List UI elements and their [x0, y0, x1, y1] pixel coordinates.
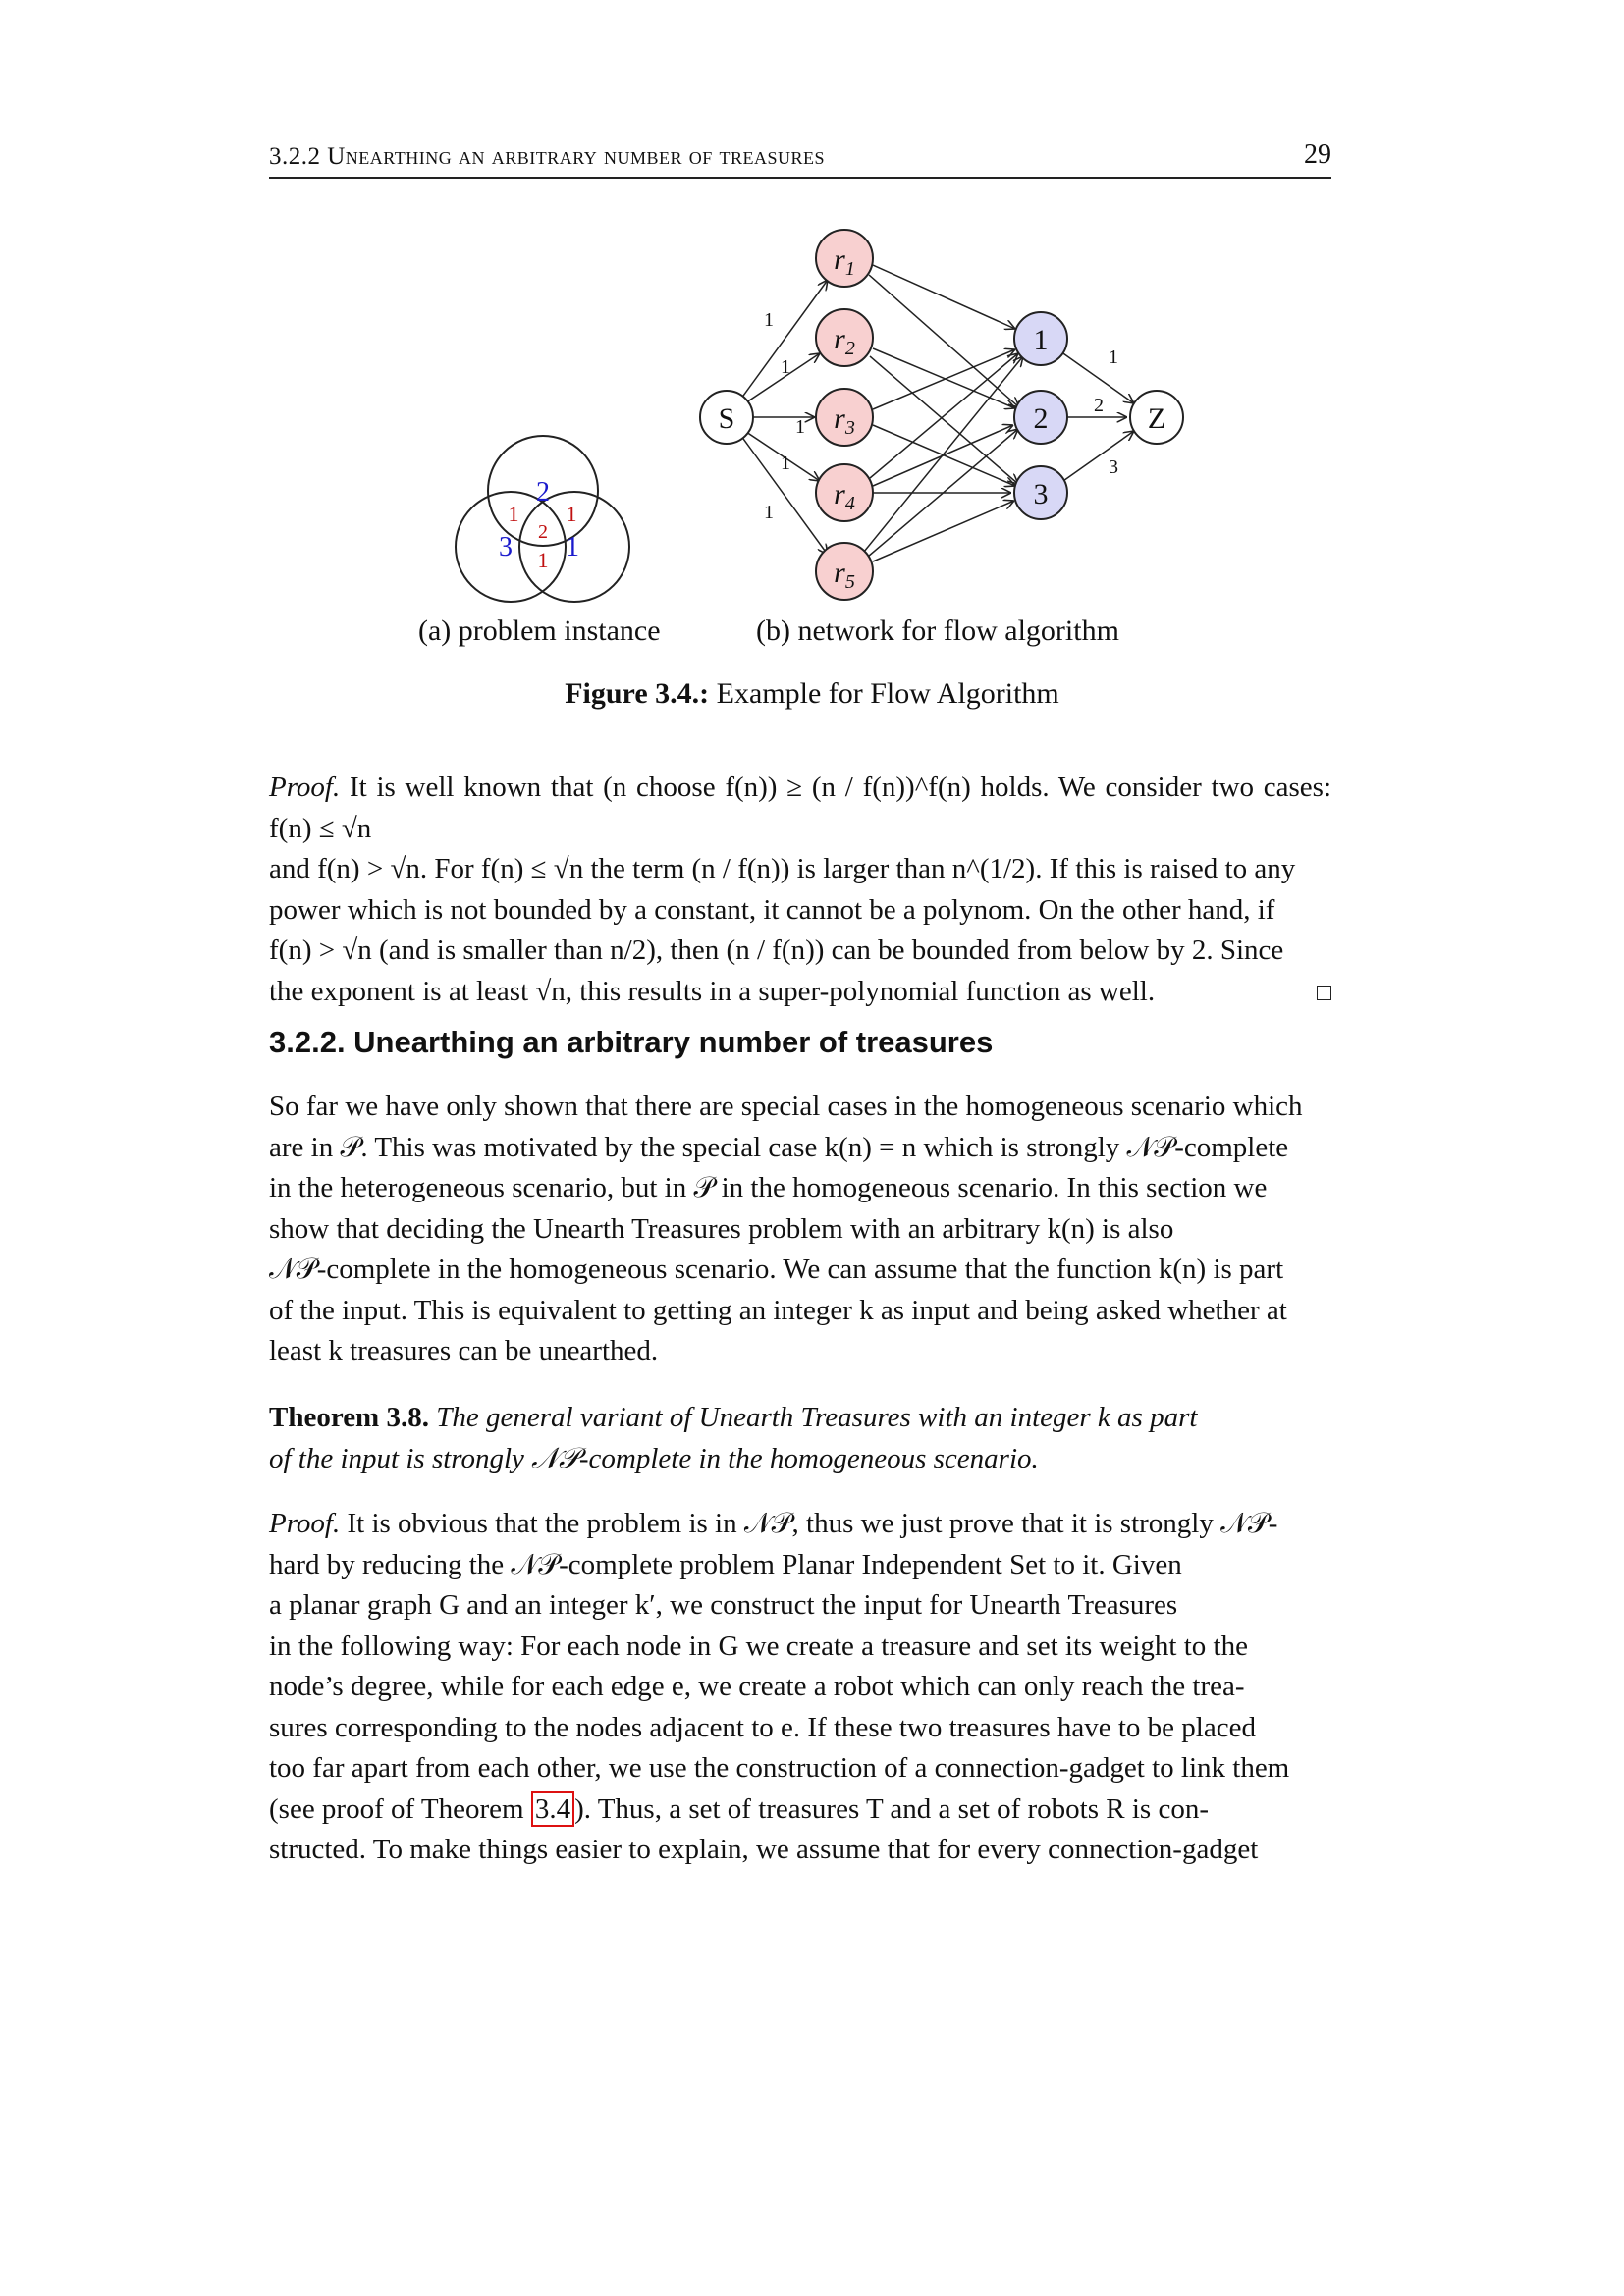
proof2-text-1: It is obvious that the problem is in 𝒩𝒫, thus we just prove that it is strongly 𝒩𝒫- [347, 1508, 1278, 1539]
body-paragraph [269, 1087, 1331, 1372]
proof-paragraph-2 [269, 1504, 1331, 1871]
proof1-line-5 [269, 972, 1331, 1013]
edge-r2-2 [873, 348, 1015, 408]
para-line: in the heterogeneous scenario, but in 𝒫 in the homogeneous scenario. In this section we [269, 1172, 1268, 1203]
figure-caption [0, 677, 1624, 711]
node-label-z: Z [1147, 402, 1166, 435]
subcaption-a: (a) problem instance [418, 614, 661, 647]
edge-label-s-r1: 1 [764, 309, 774, 331]
edge-label-s-r2: 1 [781, 356, 790, 378]
para-line: are in 𝒫. This was motivated by the special case k(n) = n which is strongly 𝒩𝒫-complete [269, 1131, 1289, 1163]
proof1-line-3: power which is not bounded by a constant, it cannot be a polynom. On the other hand, if [269, 893, 1275, 926]
edge-r5-3 [873, 501, 1014, 561]
page-number: 29 [1304, 139, 1331, 170]
section-heading: 3.2.2. Unearthing an arbitrary number of treasures [269, 1025, 994, 1059]
proof1-line-2: and f(n) > √n. For f(n) ≤ √n the term (n / f(n)) is larger than n^(1/2). If this is raised to any [269, 853, 1296, 884]
theorem-text-1: The general variant of Unearth Treasures with an integer k as part [436, 1402, 1198, 1433]
theorem-line-2 [269, 1439, 1331, 1480]
para-line: of the input. This is equivalent to getting an integer k as input and being asked whether at [269, 1294, 1287, 1326]
edge-r4-1 [870, 353, 1018, 478]
proof2-line: sures corresponding to the nodes adjacent to e. If these two treasures have to be placed [269, 1711, 1256, 1743]
edge-label-1-z: 1 [1109, 347, 1118, 368]
subcaption-b: (b) network for flow algorithm [756, 614, 1119, 647]
edge-s-r5 [738, 432, 828, 555]
para-line: 𝒩𝒫-complete in the homogeneous scenario. We can assume that the function k(n) is part [269, 1254, 1284, 1285]
figure-caption-label: Figure 3.4.: [565, 677, 710, 710]
theorem-line-1 [269, 1398, 1331, 1439]
proof1-line-1 [269, 768, 1331, 849]
running-header [269, 135, 1331, 179]
venn-label-bottom: 1 [537, 548, 549, 572]
proof2-line: too far apart from each other, we use the construction of a connection-gadget to link them [269, 1752, 1290, 1784]
venn-label-center: 2 [538, 521, 548, 543]
para-line: least k treasures can be unearthed. [269, 1335, 659, 1366]
proof2-line: node’s degree, while for each edge e, we create a robot which can only reach the trea- [269, 1671, 1245, 1702]
para-line: So far we have only shown that there are special cases in the homogeneous scenario which [269, 1091, 1303, 1122]
node-label-r1: $r_1$ [834, 243, 855, 280]
node-label-r2: $r_2$ [834, 323, 855, 359]
edge-r1-2 [869, 275, 1019, 407]
venn-diagram [456, 436, 629, 602]
node-label-r5: $r_5$ [834, 557, 855, 593]
node-label-mid-3: 3 [1033, 478, 1049, 510]
venn-label-right: 1 [566, 532, 579, 562]
theorem-label: Theorem 3.8. [269, 1402, 429, 1433]
venn-label-top: 2 [536, 477, 550, 507]
qed-square-icon [1317, 986, 1331, 1000]
figure-caption-text: Example for Flow Algorithm [709, 677, 1059, 710]
edge-label-s-r4: 1 [781, 453, 790, 474]
proof1-text-1: It is well known that (n choose f(n)) ≥ (n / f(n))^f(n) holds. We consider two cases: f(n) ≤ √n [269, 772, 1331, 844]
theorem-text-2: of the input is strongly 𝒩𝒫-complete in the homogeneous scenario. [269, 1442, 1039, 1474]
proof2-label: Proof. [269, 1508, 341, 1539]
figure-3-4 [269, 216, 1331, 726]
node-label-r4: $r_4$ [834, 478, 855, 514]
proof2-line: (see proof of Theorem 3.4 ). Thus, a set of treasures T and a set of robots R is con- [269, 1792, 1209, 1825]
edge-r3-1 [873, 349, 1015, 409]
edge-label-2-z: 2 [1094, 395, 1104, 416]
venn-label-top-right: 1 [566, 502, 577, 526]
para-line: show that deciding the Unearth Treasures problem with an arbitrary k(n) is also [269, 1212, 1174, 1245]
proof2-line: in the following way: For each node in G we create a treasure and set its weight to the [269, 1629, 1248, 1662]
proof2-line: hard by reducing the 𝒩𝒫-complete problem Planar Independent Set to it. Given [269, 1548, 1182, 1580]
venn-label-top-left: 1 [508, 502, 519, 526]
proof2-line-1 [269, 1504, 1331, 1545]
node-label-mid-1: 1 [1033, 324, 1049, 356]
edge-label-s-r5: 1 [764, 502, 774, 523]
venn-label-left: 3 [499, 532, 513, 562]
theorem-3-8 [269, 1398, 1331, 1479]
edge-label-3-z: 3 [1109, 456, 1118, 478]
proof1-line-4: f(n) > √n (and is smaller than n/2), then (n / f(n)) can be bounded from below by 2. Since [269, 934, 1284, 966]
proof2-line: a planar graph G and an integer k′, we construct the input for Unearth Treasures [269, 1589, 1178, 1621]
header-section-title: 3.2.2 Unearthing an arbitrary number of treasures [269, 143, 826, 170]
network-edges [738, 265, 1134, 561]
network-nodes [700, 230, 1183, 600]
edge-label-s-r3: 1 [795, 416, 805, 438]
node-label-s: S [718, 402, 735, 435]
edge-s-r1 [738, 280, 828, 402]
node-label-r3: $r_3$ [834, 402, 855, 439]
proof2-line: structed. To make things easier to explain, we assume that for every connection-gadget [269, 1834, 1259, 1865]
edge-3-z [1060, 431, 1134, 483]
proof-paragraph-1 [269, 768, 1331, 1012]
edge-r5-1 [864, 356, 1023, 552]
proof1-label: Proof. [269, 772, 341, 803]
edge-r2-3 [870, 356, 1018, 484]
proof1-text-5: the exponent is at least √n, this results in a super-polynomial function as well. [269, 975, 1156, 1007]
theorem-reference-link[interactable]: 3.4 [531, 1791, 574, 1827]
node-label-mid-2: 2 [1033, 402, 1049, 435]
